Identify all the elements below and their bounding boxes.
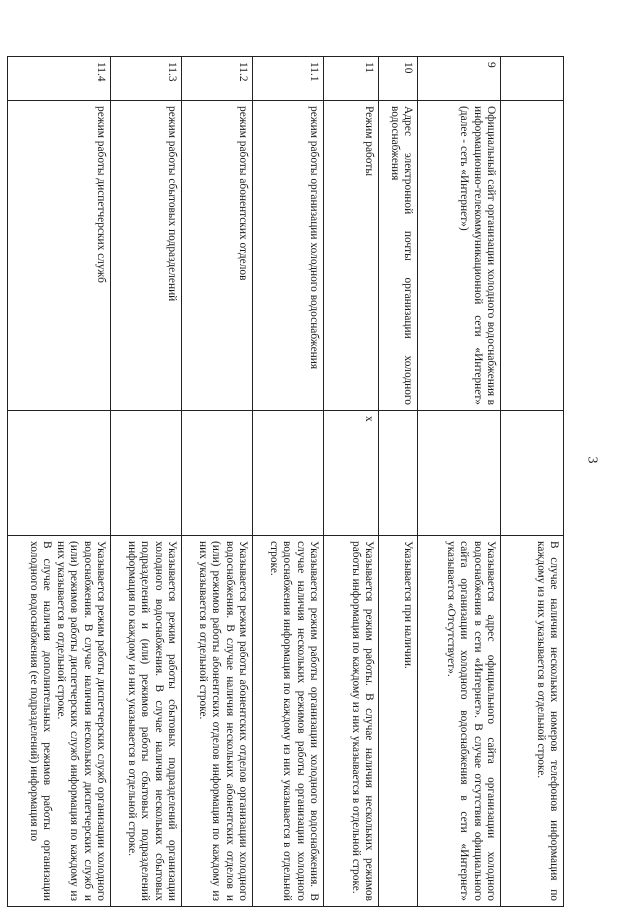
row-number: 11 (324, 57, 379, 101)
row-marker: x (324, 411, 379, 536)
row-description-paragraph: Указывается режим работы диспетчерских служб организации холодного водоснабжения. В случае наличия нескольких диспетчерских служб и (или) режимов работы диспетчерских служб информация по каждому из них указывается в отдельной строке. (54, 541, 107, 901)
table-row (501, 57, 564, 907)
row-description: Указывается при наличии. (379, 536, 418, 907)
row-marker (111, 411, 182, 536)
row-number: 9 (418, 57, 501, 101)
row-number: 11.1 (253, 57, 324, 101)
row-description: Указывается режим работы. В случае наличия нескольких режимов работы информация по каждому из них указывается в отдельной строке. (324, 536, 379, 907)
row-number: 11.4 (8, 57, 111, 101)
table-row (182, 57, 253, 907)
row-name: Официальный сайт организации холодного водоснабжения в информационно-телекоммуникационной сети «Интернет» (далее - сеть «Интернет») (418, 101, 501, 411)
row-marker (379, 411, 418, 536)
row-description: Указывается режим работы сбытовых подразделений организации холодного водоснабжения. В случае наличия нескольких сбытовых подразделений и (или) режимов работы сбытовых подразделений информация по каждому из них указывается в отдельной строке. (111, 536, 182, 907)
row-marker (182, 411, 253, 536)
table-row (379, 57, 418, 907)
table-row (418, 57, 501, 907)
row-description: Указывается режим работы абонентских отделов организации холодного водоснабжения. В случае наличия нескольких абонентских отделов и (или) режимов работы абонентских отделов информация по каждому из них указывается в отдельной строке. (182, 536, 253, 907)
row-number: 11.2 (182, 57, 253, 101)
rotated-page-content (27, 56, 564, 906)
table-row (253, 57, 324, 907)
row-name (501, 101, 564, 411)
table-row (111, 57, 182, 907)
row-marker (8, 411, 111, 536)
row-description: Указывается режим работы организации холодного водоснабжения. В случае наличия нескольких режимов работы организации холодного водоснабжения информация по каждому из них указывается в отдельной строке. (253, 536, 324, 907)
row-description: Указывается адрес официального сайта организации холодного водоснабжения в сети «Интернет». В случае отсутствия официального сайта организации холодного водоснабжения в сети «Интернет» указывается «Отсутствует». (418, 536, 501, 907)
row-description-paragraph: В случае наличия дополнительных режимов работы организации холодного водоснабжения (ее подразделений) информация по (27, 541, 54, 901)
row-marker (501, 411, 564, 536)
page-number: 3 (584, 456, 600, 464)
row-number: 11.3 (111, 57, 182, 101)
row-marker (253, 411, 324, 536)
row-name: режим работы организации холодного водоснабжения (253, 101, 324, 411)
row-name: Адрес электронной почты организации холодного водоснабжения (379, 101, 418, 411)
landscape-table-wrapper (27, 56, 564, 906)
row-name: режим работы сбытовых подразделений (111, 101, 182, 411)
row-name: режим работы диспетчерских служб (8, 101, 111, 411)
row-marker (418, 411, 501, 536)
table-row (324, 57, 379, 907)
requirements-table (7, 56, 564, 907)
row-description: В случае наличия нескольких номеров телефонов информация по каждому из них указывается в отдельной строке. (501, 536, 564, 907)
row-number: 10 (379, 57, 418, 101)
row-name: Режим работы (324, 101, 379, 411)
table-row (8, 57, 111, 907)
row-number (501, 57, 564, 101)
row-description (8, 536, 111, 907)
row-name: режим работы абонентских отделов (182, 101, 253, 411)
